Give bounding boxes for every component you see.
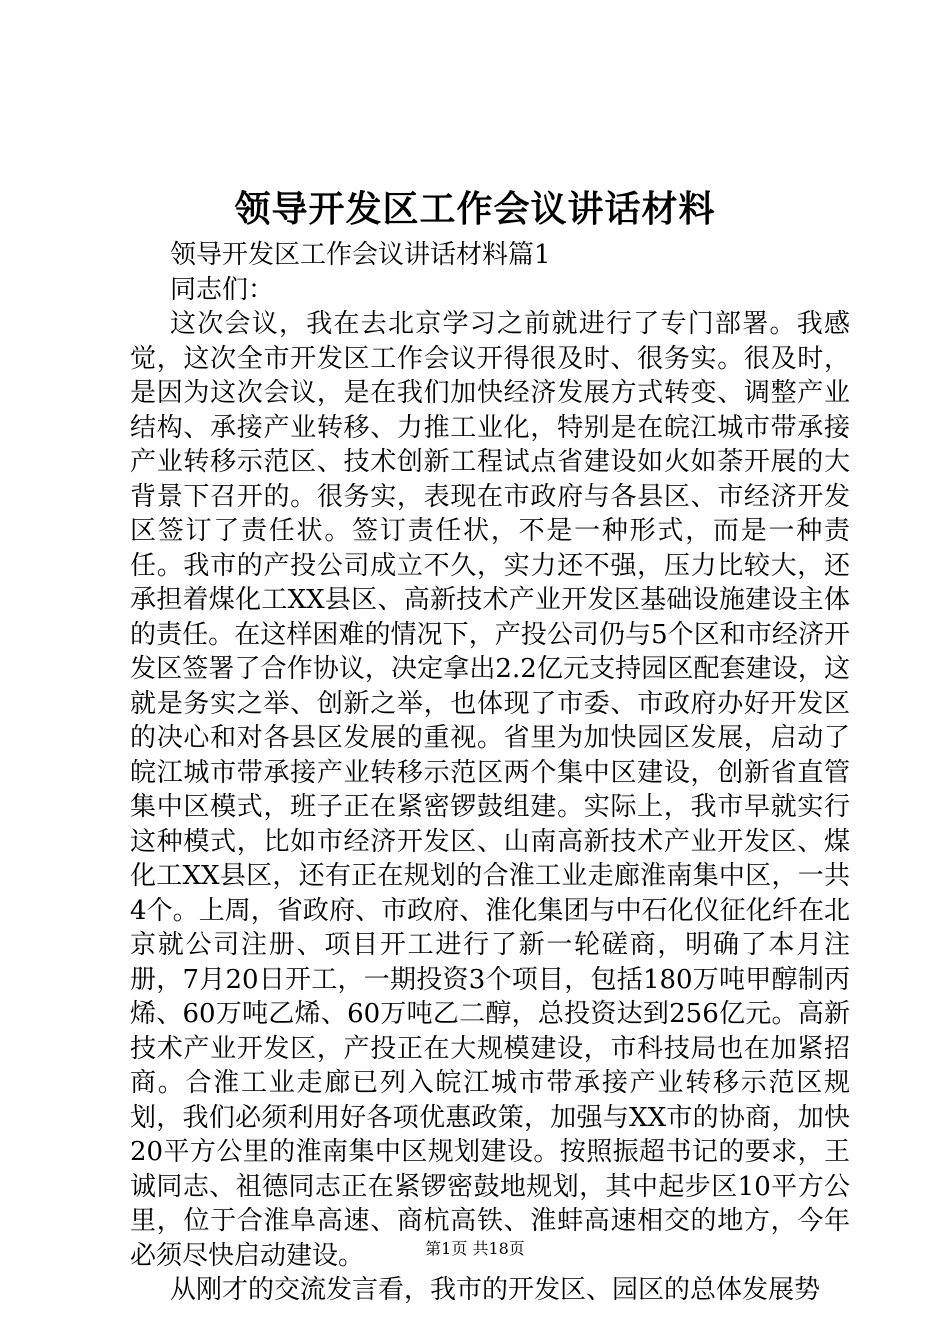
document-body [130,238,850,1308]
document-title: 领导开发区工作会议讲话材料 [234,188,716,230]
document-subtitle: 领导开发区工作会议讲话材料篇1 [170,240,551,270]
salutation: 同志们： [170,274,275,305]
paragraph: 从刚才的交流发言看，我市的开发区、园区的总体发展势 [170,1275,821,1305]
paragraph: 这次会议，我在去北京学习之前就进行了专门部署。我感觉，这次全市开发区工作会议开得很及时、很务实。很及时，是因为这次会议，是在我们加快经济发展方式转变、调整产业结构、承接产业转移、力推工业化，特别是在皖江城市带承接产业转移示范区、技术创新工程试点省建设如火如荼开展的大背景下召开的。很务实，表现在市政府与各县区、市经济开发区签订了责任状。签订责任状，不是一种形式，而是一种责任。我市的产投公司成立不久，实力还不强，压力比较大，还承担着煤化工XX县区、高新技术产业开发区基础设施建设主体的责任。在这样困难的情况下，产投公司仍与5个区和市经济开发区签署了合作协议，决定拿出2.2亿元支持园区配套建设，这就是务实之举、创新之举，也体现了市委、市政府办好开发区的决心和对各县区发展的重视。省里为加快园区发展，启动了皖江城市带承接产业转移示范区两个集中区建设，创新省直管集中区模式，班子正在紧密锣鼓组建。实际上，我市早就实行这种模式，比如市经济开发区、山南高新技术产业开发区、煤化工XX县区，还有正在规划的合淮工业走廊淮南集中区，一共4个。上周，省政府、市政府、淮化集团与中石化仪征化纤在北京就公司注册、项目开工进行了新一轮磋商，明确了本月注册，7月20日开工，一期投资3个项目，包括180万吨甲醇制丙烯、60万吨乙烯、60万吨乙二醇，总投资达到256亿元。高新技术产业开发区，产投正在大规模建设，市科技局也在加紧招商。合淮工业走廊已列入皖江城市带承接产业转移示范区规划，我们必须利用好各项优惠政策，加强与XX市的协商，加快20平方公里的淮南集中区规划建设。按照振超书记的要求，王诚同志、祖德同志正在紧锣密鼓地规划，其中起步区10平方公里，位于合淮阜高速、商杭高铁、淮蚌高速相交的地方，今年必须尽快启动建设。 [130,309,850,1271]
page-number-footer: 第1页 共18页 [425,1239,525,1258]
